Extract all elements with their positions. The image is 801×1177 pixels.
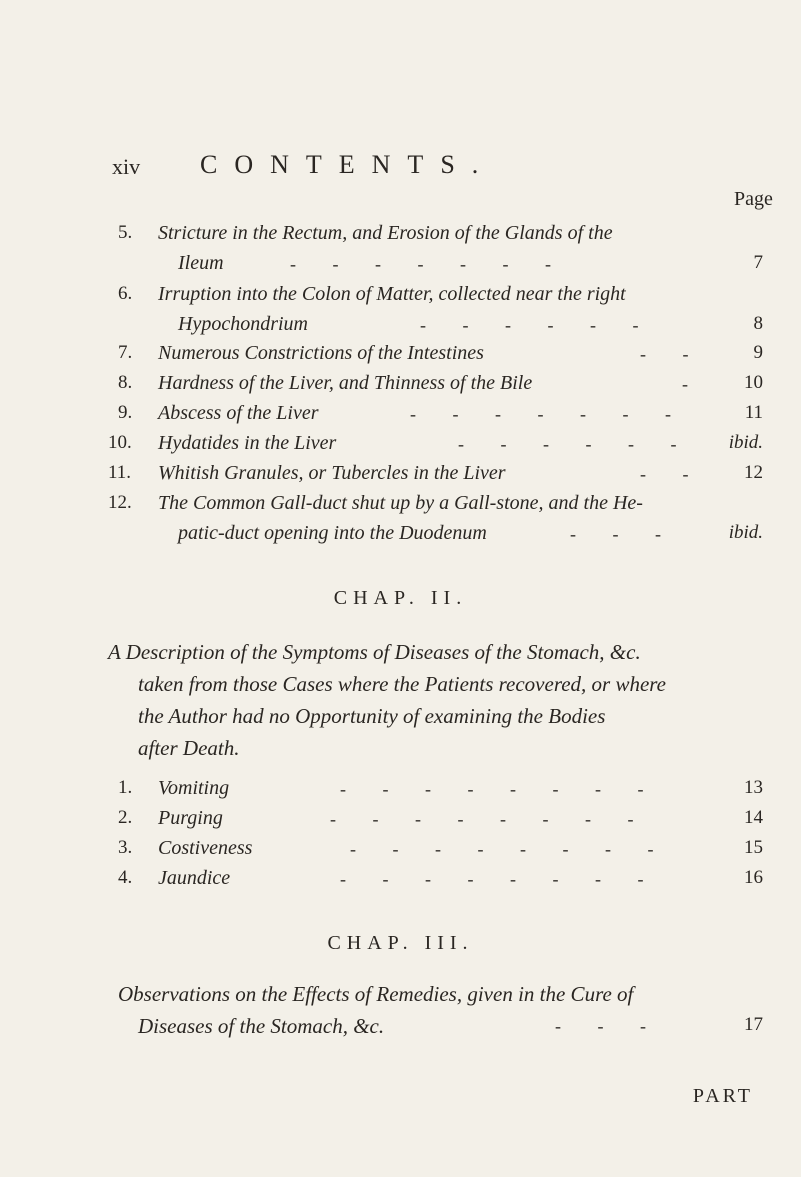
entry-number: 9.: [118, 402, 133, 423]
entry-number: 10.: [108, 432, 132, 453]
running-title: CONTENTS.: [200, 150, 496, 179]
page-header: [112, 150, 752, 190]
entry-title-line: Whitish Granules, or Tubercles in the Liver: [158, 462, 506, 484]
entry-page: 11: [744, 402, 763, 423]
entry-number: 8.: [118, 372, 133, 393]
entry-page: 10: [744, 372, 763, 393]
entry-title-line: Abscess of the Liver: [158, 402, 319, 424]
entry-title-line: Diseases of the Stomach, &c.: [138, 1014, 385, 1038]
entry-number: 3.: [118, 837, 133, 858]
entry-title-line: Hypochondrium: [178, 313, 308, 335]
entry-number: 1.: [118, 777, 133, 798]
chapter-heading: CHAP. II.: [333, 587, 468, 609]
leader-dots: - - - - - - - -: [340, 869, 660, 889]
page-column-label: Page: [734, 188, 773, 210]
chapter-description-line: Observations on the Effects of Remedies, given in the Cure of: [118, 982, 634, 1006]
entry-number: 4.: [118, 867, 133, 888]
entry-page: ibid.: [728, 432, 763, 453]
entry-page: 17: [744, 1014, 763, 1035]
entry-number: 12.: [108, 492, 132, 513]
entry-title-line: Stricture in the Rectum, and Erosion of the Glands of the: [158, 222, 613, 244]
folio-number: xiv: [112, 154, 141, 179]
chapter-description-line: taken from those Cases where the Patients recovered, or where: [138, 672, 666, 696]
entry-title-line: Ileum: [178, 252, 224, 274]
leader-dots: - - - - - -: [420, 315, 655, 335]
entry-page: 8: [753, 313, 763, 334]
entry-title-line: Irruption into the Colon of Matter, collected near the right: [158, 283, 626, 305]
entry-title-line: Vomiting: [158, 777, 230, 799]
entry-title-line: Purging: [158, 807, 223, 829]
chapter-description-line: A Description of the Symptoms of Diseases of the Stomach, &c.: [108, 640, 641, 664]
leader-dots: - - -: [570, 524, 677, 544]
entry-page: 7: [753, 252, 763, 273]
entry-page: 13: [744, 777, 763, 798]
leader-dots: -: [682, 374, 704, 394]
entry-title-line: The Common Gall-duct shut up by a Gall-stone, and the He-: [158, 492, 643, 514]
leader-dots: - -: [640, 464, 705, 484]
entry-page: 14: [744, 807, 763, 828]
entry-number: 6.: [118, 283, 133, 304]
leader-dots: - - - - - -: [458, 434, 693, 454]
entry-title-line: Hardness of the Liver, and Thinness of the Bile: [158, 372, 533, 394]
leader-dots: - -: [640, 344, 705, 364]
entry-title-line: Jaundice: [158, 867, 231, 889]
entry-number: 11.: [108, 462, 132, 483]
entry-page: 16: [744, 867, 763, 888]
entry-title-line: Costiveness: [158, 837, 253, 859]
entry-page: 12: [744, 462, 763, 483]
entry-page: ibid.: [728, 522, 763, 543]
chapter-heading: CHAP. III.: [327, 932, 474, 954]
chapter-description-line: after Death.: [138, 736, 240, 760]
leader-dots: - - - - - - - -: [340, 779, 660, 799]
leader-dots: - - - - - - -: [290, 254, 567, 274]
entry-title-line: patic-duct opening into the Duodenum: [178, 522, 487, 544]
catchword: PART: [692, 1085, 753, 1107]
entry-page: 15: [744, 837, 763, 858]
leader-dots: - - - - - - - -: [330, 809, 650, 829]
entry-number: 5.: [118, 222, 133, 243]
entry-number: 2.: [118, 807, 133, 828]
entry-title-line: Hydatides in the Liver: [158, 432, 337, 454]
leader-dots: - - - - - - - -: [350, 839, 670, 859]
entry-page: 9: [753, 342, 763, 363]
entry-title-line: Numerous Constrictions of the Intestines: [158, 342, 484, 364]
leader-dots: - - -: [555, 1016, 662, 1036]
leader-dots: - - - - - - -: [410, 404, 687, 424]
chapter-description-line: the Author had no Opportunity of examining the Bodies: [138, 704, 606, 728]
entry-number: 7.: [118, 342, 133, 363]
